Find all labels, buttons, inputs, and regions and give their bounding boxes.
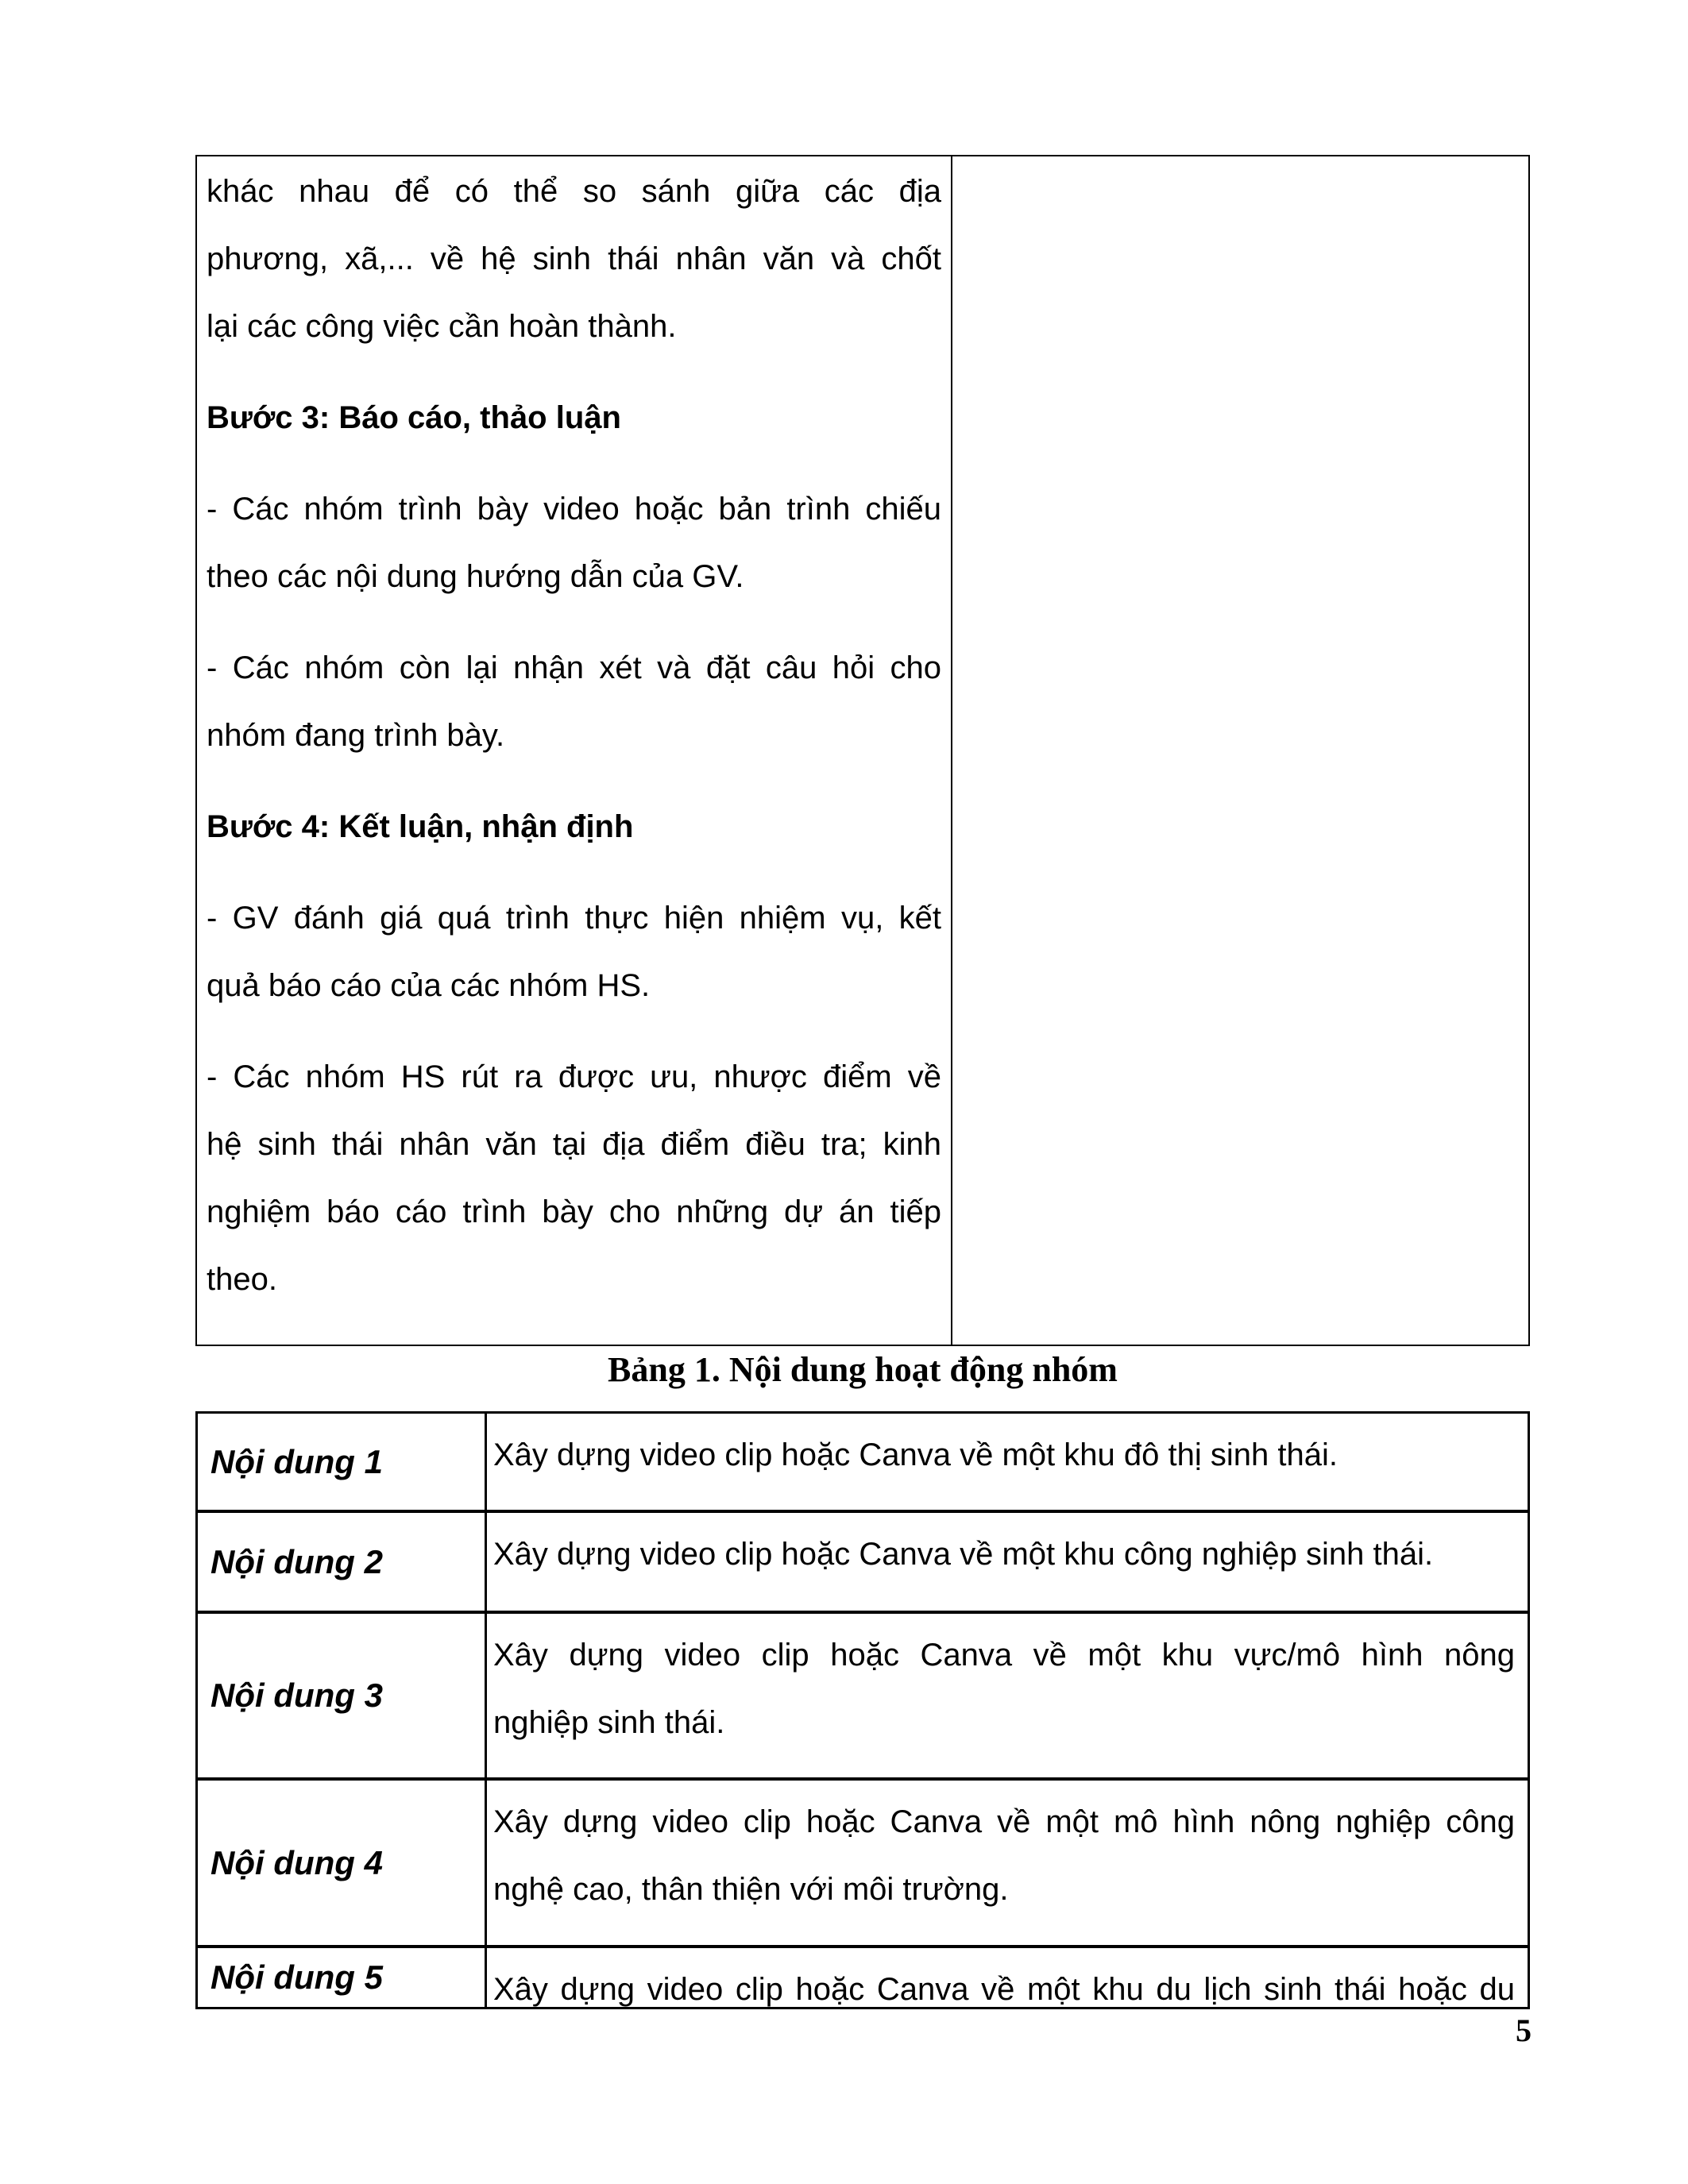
- activity-steps-left-cell: [197, 156, 952, 1345]
- text-line: - Các nhóm trình bày video hoặc bản trình chiếu: [207, 492, 941, 527]
- text-line: theo các nội dung hướng dẫn của GV.: [207, 559, 744, 594]
- table-row: [198, 1414, 1528, 1513]
- text-line: Xây dựng video clip hoặc Canva về một mô hình nông nghiệp công: [493, 1804, 1515, 1839]
- text-line: theo.: [207, 1262, 277, 1297]
- text-line: Xây dựng video clip hoặc Canva về một khu du lịch sinh thái hoặc du: [493, 1972, 1515, 2007]
- text-line: - GV đánh giá quá trình thực hiện nhiệm vụ, kết: [207, 901, 941, 936]
- row-label-cell: Nội dung 4: [198, 1781, 487, 1945]
- activity-steps-right-cell: [952, 156, 1528, 1345]
- paragraph: [207, 885, 941, 1020]
- row-content-cell: [487, 1614, 1528, 1777]
- text-line: Xây dựng video clip hoặc Canva về một khu đô thị sinh thái.: [493, 1437, 1338, 1472]
- paragraph: [207, 1044, 941, 1314]
- row-label-cell: Nội dung 3: [198, 1614, 487, 1777]
- row-content-cell: [487, 1513, 1528, 1611]
- text-line: nghiệm báo cáo trình bày cho những dự án tiếp: [207, 1194, 941, 1229]
- step-heading: [207, 384, 941, 452]
- text-line: Bước 4: Kết luận, nhận định: [207, 809, 634, 844]
- text-line: Xây dựng video clip hoặc Canva về một khu công nghiệp sinh thái.: [493, 1537, 1434, 1572]
- row-content-cell: [487, 1781, 1528, 1945]
- text-line: Xây dựng video clip hoặc Canva về một khu vực/mô hình nông: [493, 1638, 1515, 1673]
- row-content-cell: [487, 1414, 1528, 1510]
- row-label-cell: Nội dung 5: [198, 1948, 487, 2007]
- table-row: [198, 1948, 1528, 2007]
- text-line: - Các nhóm HS rút ra được ưu, nhược điểm về: [207, 1059, 941, 1094]
- paragraph: [207, 476, 941, 611]
- text-line: khác nhau để có thể so sánh giữa các địa: [207, 174, 941, 209]
- text-line: nghệ cao, thân thiện với môi trường.: [493, 1872, 1009, 1907]
- text-line: nghiệp sinh thái.: [493, 1705, 725, 1740]
- step-heading: [207, 793, 941, 861]
- activity-steps-table: [195, 155, 1530, 1346]
- text-line: hệ sinh thái nhân văn tại địa điểm điều tra; kinh: [207, 1127, 941, 1162]
- table-caption: Bảng 1. Nội dung hoạt động nhóm: [608, 1350, 1118, 1389]
- row-label-cell: Nội dung 1: [198, 1414, 487, 1510]
- group-content-table: [195, 1411, 1530, 2009]
- page-number: 5: [1516, 2012, 1532, 2048]
- text-line: nhóm đang trình bày.: [207, 718, 505, 753]
- table-row: [198, 1513, 1528, 1614]
- row-label-cell: Nội dung 2: [198, 1513, 487, 1611]
- text-line: Bước 3: Báo cáo, thảo luận: [207, 400, 621, 435]
- text-line: - Các nhóm còn lại nhận xét và đặt câu hỏi cho: [207, 650, 941, 685]
- table-row: [198, 1781, 1528, 1948]
- paragraph: [207, 635, 941, 770]
- paragraph: [207, 158, 941, 361]
- text-line: lại các công việc cần hoàn thành.: [207, 309, 677, 344]
- text-line: quả báo cáo của các nhóm HS.: [207, 968, 651, 1003]
- table-row: [198, 1614, 1528, 1781]
- row-content-cell: [487, 1948, 1528, 2007]
- text-line: phương, xã,... về hệ sinh thái nhân văn và chốt: [207, 241, 941, 276]
